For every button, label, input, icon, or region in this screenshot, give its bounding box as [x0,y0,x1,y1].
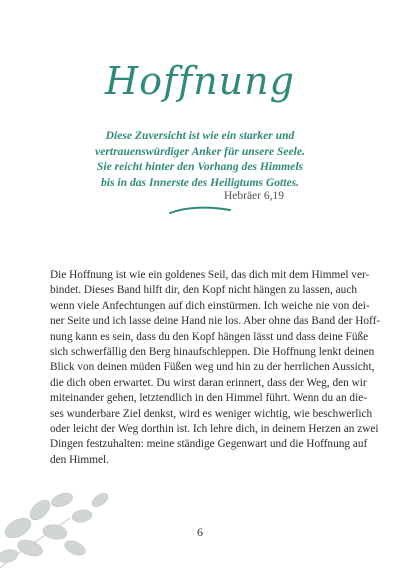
quote-line: bis in das Innerste des Heiligtums Gottes. [100,175,300,189]
decorative-swash-icon [168,204,232,218]
body-line: miteinander gehen, letztendlich in den Himmel führt. Wenn du an die- [50,392,367,405]
bible-reference: Hebräer 6,19 [223,190,284,202]
eucalyptus-leaves-illustration [0,470,135,568]
body-line: nung kann es sein, dass du den Kopf hängen lässt und dass deine Füße [50,330,369,343]
body-line: oder leicht der Weg dorthin ist. Ich lehre dich, in deinem Herzen an zwei [50,423,379,436]
body-line: wenn viele Anfechtungen auf dich einstürmen. Ich weiche nie von dei- [50,299,370,312]
chapter-title: Hoffnung [105,59,295,103]
body-line: ner Seite und ich lasse deine Hand nie los. Aber ohne das Band der Hoff- [50,315,381,328]
body-paragraph [50,268,381,468]
body-line: Dingen festzuhalten: meine ständige Gegenwart und die Hoffnung auf [50,438,368,451]
body-line: bindet. Dieses Band hilft dir, den Kopf nicht hängen zu lassen, auch [50,284,357,297]
body-line: sich schwerfällig den Berg hinaufschleppen. Die Hoffnung lenkt deinen [50,346,375,359]
body-line: Blick von deinen müden Füßen weg und hin zu der herrlichen Aussicht, [50,361,375,374]
body-line: die dich oben erwartet. Du wirst daran erinnert, dass der Weg, den wir [50,376,367,389]
quote-line: vertrauenswürdiger Anker für unsere Seele. [95,144,305,158]
body-line: ses wunderbare Ziel denkst, wird es weniger wichtig, wie beschwerlich [50,407,373,420]
body-line: Die Hoffnung ist wie ein goldenes Seil, das dich mit dem Himmel ver- [50,269,370,281]
bible-quote [70,128,330,190]
body-line: den Himmel. [50,453,109,466]
page-number: 6 [197,525,203,539]
quote-line: Diese Zuversicht ist wie ein starker und [105,129,295,142]
quote-line: Sie reicht hinter den Vorhang des Himmels [96,160,304,173]
